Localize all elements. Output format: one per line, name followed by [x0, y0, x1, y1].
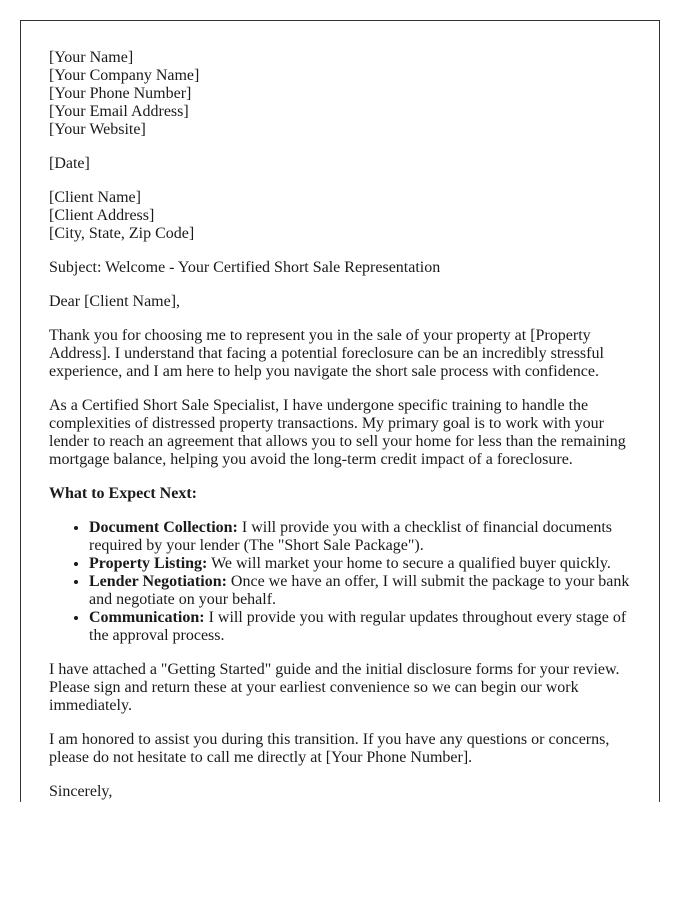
list-item [89, 519, 631, 555]
recipient-block [49, 189, 631, 243]
sender-website: [Your Website] [49, 121, 146, 138]
list-item [89, 573, 631, 609]
letter-page [20, 20, 660, 802]
recipient-name: [Client Name] [49, 189, 141, 206]
step-text: I will provide you with a checklist of financial documents required by your lender (The "Short Sale Package"). [89, 519, 612, 554]
salutation: Dear [Client Name], [49, 293, 181, 310]
body-paragraph-attachments: I have attached a "Getting Started" guide and the initial disclosure forms for your review. Please sign and return these at your earliest convenience so we can begin our work immediately. [49, 661, 620, 714]
signoff: Sincerely, [49, 783, 113, 800]
step-term: Document Collection: [89, 519, 238, 536]
list-item [89, 609, 631, 645]
recipient-address: [Client Address] [49, 207, 155, 224]
subject-line: Subject: Welcome - Your Certified Short Sale Representation [49, 259, 441, 276]
step-term: Lender Negotiation: [89, 573, 227, 590]
next-steps-list [49, 519, 631, 645]
body-paragraph-contact: I am honored to assist you during this transition. If you have any questions or concerns, please do not hesitate to call me directly at [Your Phone Number]. [49, 731, 610, 766]
sender-phone: [Your Phone Number] [49, 85, 192, 102]
sender-block [49, 49, 631, 139]
sender-email: [Your Email Address] [49, 103, 189, 120]
step-text: I will provide you with regular updates throughout every stage of the approval process. [89, 609, 627, 644]
list-item [89, 555, 631, 573]
body-paragraph-intro: Thank you for choosing me to represent you in the sale of your property at [Property Address]. I understand that facing a potential foreclosure can be an incredibly stressful experience, and I am here to help you navigate the short sale process with confidence. [49, 327, 604, 380]
recipient-city-state-zip: [City, State, Zip Code] [49, 225, 195, 242]
step-text: We will market your home to secure a qualified buyer quickly. [207, 555, 611, 572]
step-term: Communication: [89, 609, 205, 626]
step-text: Once we have an offer, I will submit the package to your bank and negotiate on your behalf. [89, 573, 630, 608]
sender-name: [Your Name] [49, 49, 134, 66]
next-steps-heading: What to Expect Next: [49, 485, 197, 502]
letter-date: [Date] [49, 155, 90, 172]
sender-company: [Your Company Name] [49, 67, 200, 84]
step-term: Property Listing: [89, 555, 208, 572]
body-paragraph-specialist: As a Certified Short Sale Specialist, I have undergone specific training to handle the complexities of distressed property transactions. My primary goal is to work with your lender to reach an agreement that allows you to sell your home for less than the remaining mortgage balance, helping you avoid the long-term credit impact of a foreclosure. [49, 397, 626, 468]
